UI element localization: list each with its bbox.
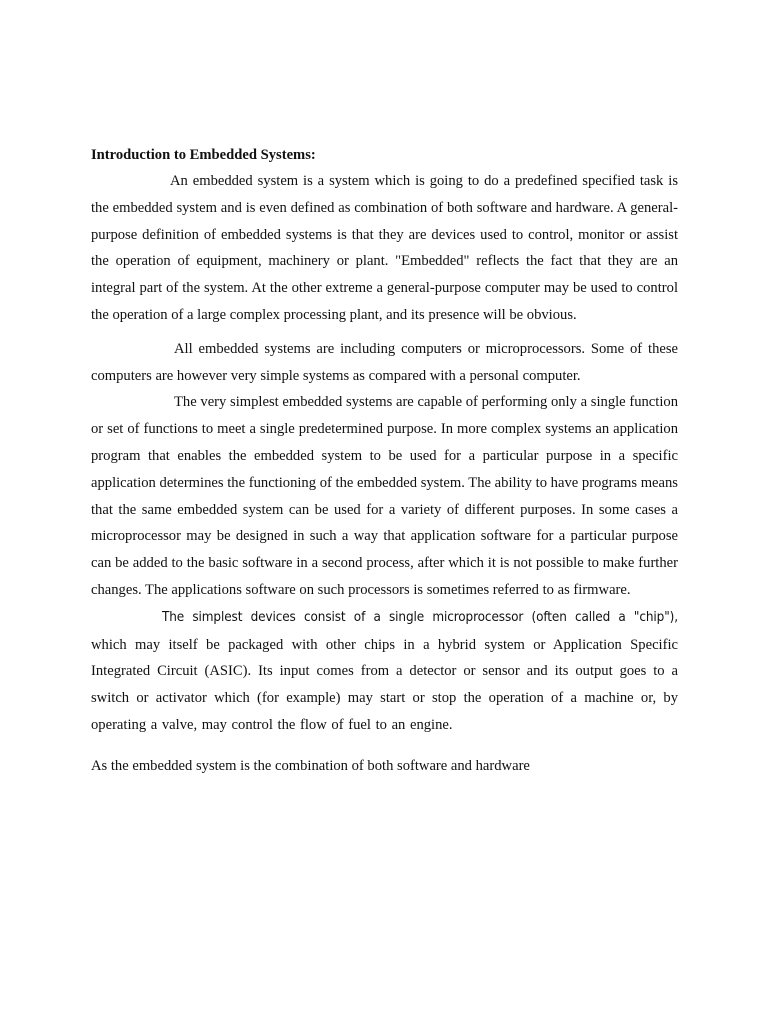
paragraph-simplest-devices-lead: The simplest devices consist of a single microprocessor (often called a "chip"), <box>162 609 678 625</box>
paragraph-definition: An embedded system is a system which is going to do a predefined specified task is the embedded system and is even defined as combination of both software and hardware. A general-purpose definition of embedded systems is that they are devices used to control, monitor or assist the operation of equipment, machinery or plant. "Embedded" reflects the fact that they are an integral part of the system. At the other extreme a general-purpose computer may be used to control the operation of a large complex processing plant, and its presence will be obvious. <box>91 173 678 323</box>
document-heading: Introduction to Embedded Systems: <box>91 147 316 163</box>
closing-line: As the embedded system is the combination of both software and hardware <box>91 757 530 774</box>
document-body <box>91 142 678 780</box>
paragraph-computers: All embedded systems are including computers or microprocessors. Some of these computers are however very simple systems as compared with a personal computer. <box>91 340 678 384</box>
paragraph-simplest-devices <box>91 604 678 739</box>
paragraph-simplest-systems: The very simplest embedded systems are capable of performing only a single function or set of functions to meet a single predetermined purpose. In more complex systems an application program that enables the embedded system to be used for a particular purpose in a specific application determines the functioning of the embedded system. The ability to have programs means that the same embedded system can be used for a variety of different purposes. In some cases a microprocessor may be designed in such a way that application software for a particular purpose can be added to the basic software in a second process, after which it is not possible to make further changes. The applications software on such processors is sometimes referred to as firmware. <box>91 394 678 598</box>
paragraph-simplest-devices-rest: which may itself be packaged with other chips in a hybrid system or Application Specific Integrated Circuit (ASIC). Its input comes from a detector or sensor and its output goes to a switch or activator which (for example) may start or stop the operation of a machine or, by operating a valve, may control the flow of fuel to an engine. <box>91 636 678 733</box>
